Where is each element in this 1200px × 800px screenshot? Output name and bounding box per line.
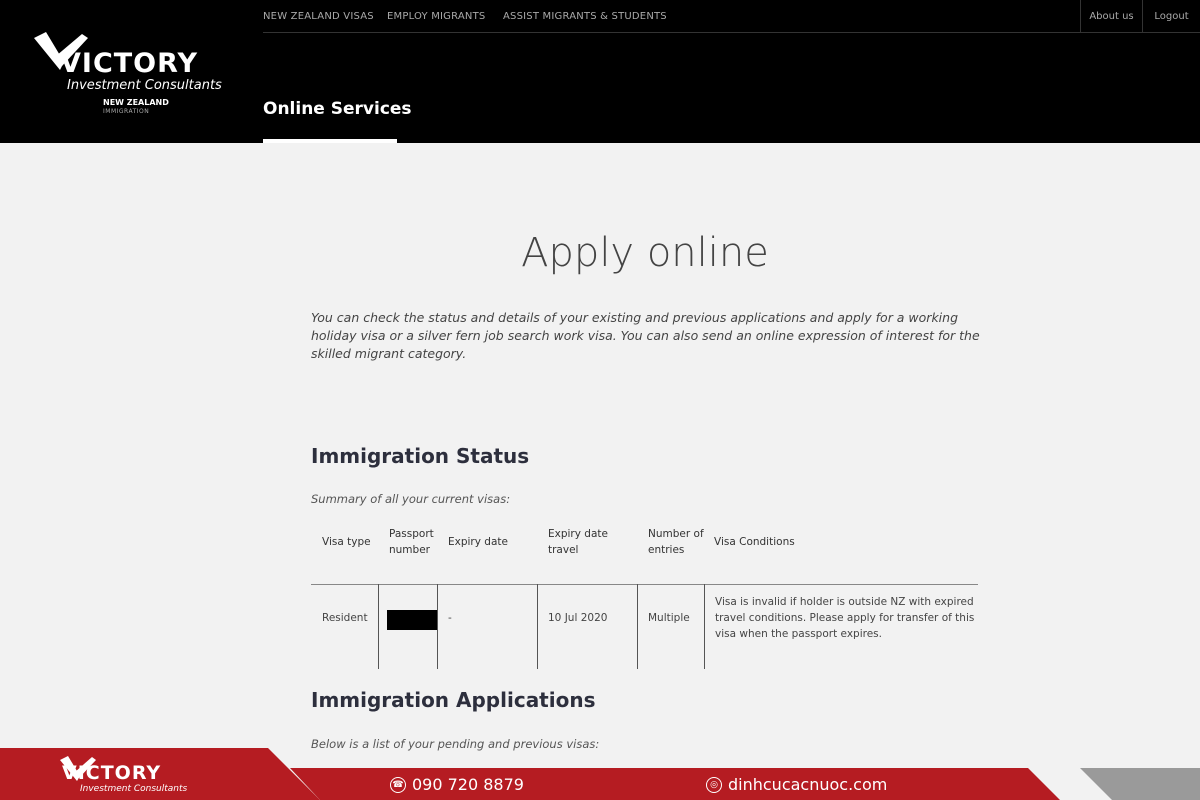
- logo-brand-text: VICTORY: [60, 48, 198, 79]
- intro-text: You can check the status and details of your existing and previous applications and apply for a working holiday visa or a silver fern job search work visa. You can also send an online expression of interest for the skilled migrant category.: [311, 310, 980, 361]
- about-us-link[interactable]: About us: [1080, 0, 1142, 33]
- nav-new-zealand-visas[interactable]: NEW ZEALAND VISAS: [263, 11, 374, 22]
- status-summary: Summary of all your current visas:: [311, 492, 511, 506]
- col-visa-type: Visa type: [322, 536, 371, 548]
- globe-icon: ◎: [706, 777, 722, 793]
- page-title: Apply online: [521, 230, 769, 276]
- column-divider: [437, 584, 438, 669]
- footer-website-url: dinhcucacnuoc.com: [728, 775, 888, 794]
- footer-phone[interactable]: [390, 775, 524, 794]
- footer-phone-number: 090 720 8879: [412, 775, 524, 794]
- victory-logo[interactable]: [30, 28, 245, 123]
- footer-website[interactable]: [706, 775, 887, 794]
- active-section-indicator: [263, 139, 397, 143]
- cell-number-of-entries: Multiple: [648, 612, 690, 624]
- applications-summary: Below is a list of your pending and previous visas:: [311, 737, 600, 751]
- column-divider: [637, 584, 638, 669]
- phone-icon: ☎: [390, 777, 406, 793]
- footer-subtitle: Investment Consultants: [80, 784, 188, 794]
- nav-assist-migrants[interactable]: ASSIST MIGRANTS & STUDENTS: [503, 11, 667, 22]
- logo-immigration: IMMIGRATION: [103, 108, 150, 115]
- cell-visa-conditions: Visa is invalid if holder is outside NZ with expired travel conditions. Please apply for transfer of this visa when the passport expires.: [715, 596, 975, 640]
- col-passport-number: Passport number: [389, 528, 434, 556]
- redacted-passport-number: [387, 610, 437, 630]
- section-title[interactable]: Online Services: [263, 99, 412, 119]
- nav-employ-migrants[interactable]: EMPLOY MIGRANTS: [387, 11, 486, 22]
- visa-status-table: [311, 520, 978, 670]
- immigration-status-heading: Immigration Status: [311, 444, 530, 468]
- cell-expiry-date: -: [448, 612, 452, 624]
- table-header-divider: [311, 584, 978, 585]
- site-header: [0, 0, 1200, 143]
- immigration-applications-heading: Immigration Applications: [311, 688, 596, 712]
- col-number-of-entries: Number of entries: [648, 528, 704, 556]
- column-divider: [378, 584, 379, 669]
- col-visa-conditions: Visa Conditions: [714, 536, 795, 548]
- cell-visa-type: Resident: [322, 612, 368, 624]
- footer-brand: VICTORY: [62, 762, 162, 784]
- column-divider: [704, 584, 705, 669]
- cell-expiry-date-travel: 10 Jul 2020: [548, 612, 608, 624]
- logo-country: NEW ZEALAND: [103, 98, 169, 107]
- footer-banner: [0, 748, 1200, 800]
- col-expiry-date-travel: Expiry date travel: [548, 528, 608, 556]
- column-divider: [537, 584, 538, 669]
- logout-link[interactable]: Logout: [1142, 0, 1200, 33]
- logo-subtitle: Investment Consultants: [67, 78, 222, 93]
- top-navigation: [263, 0, 1200, 33]
- col-expiry-date: Expiry date: [448, 536, 508, 548]
